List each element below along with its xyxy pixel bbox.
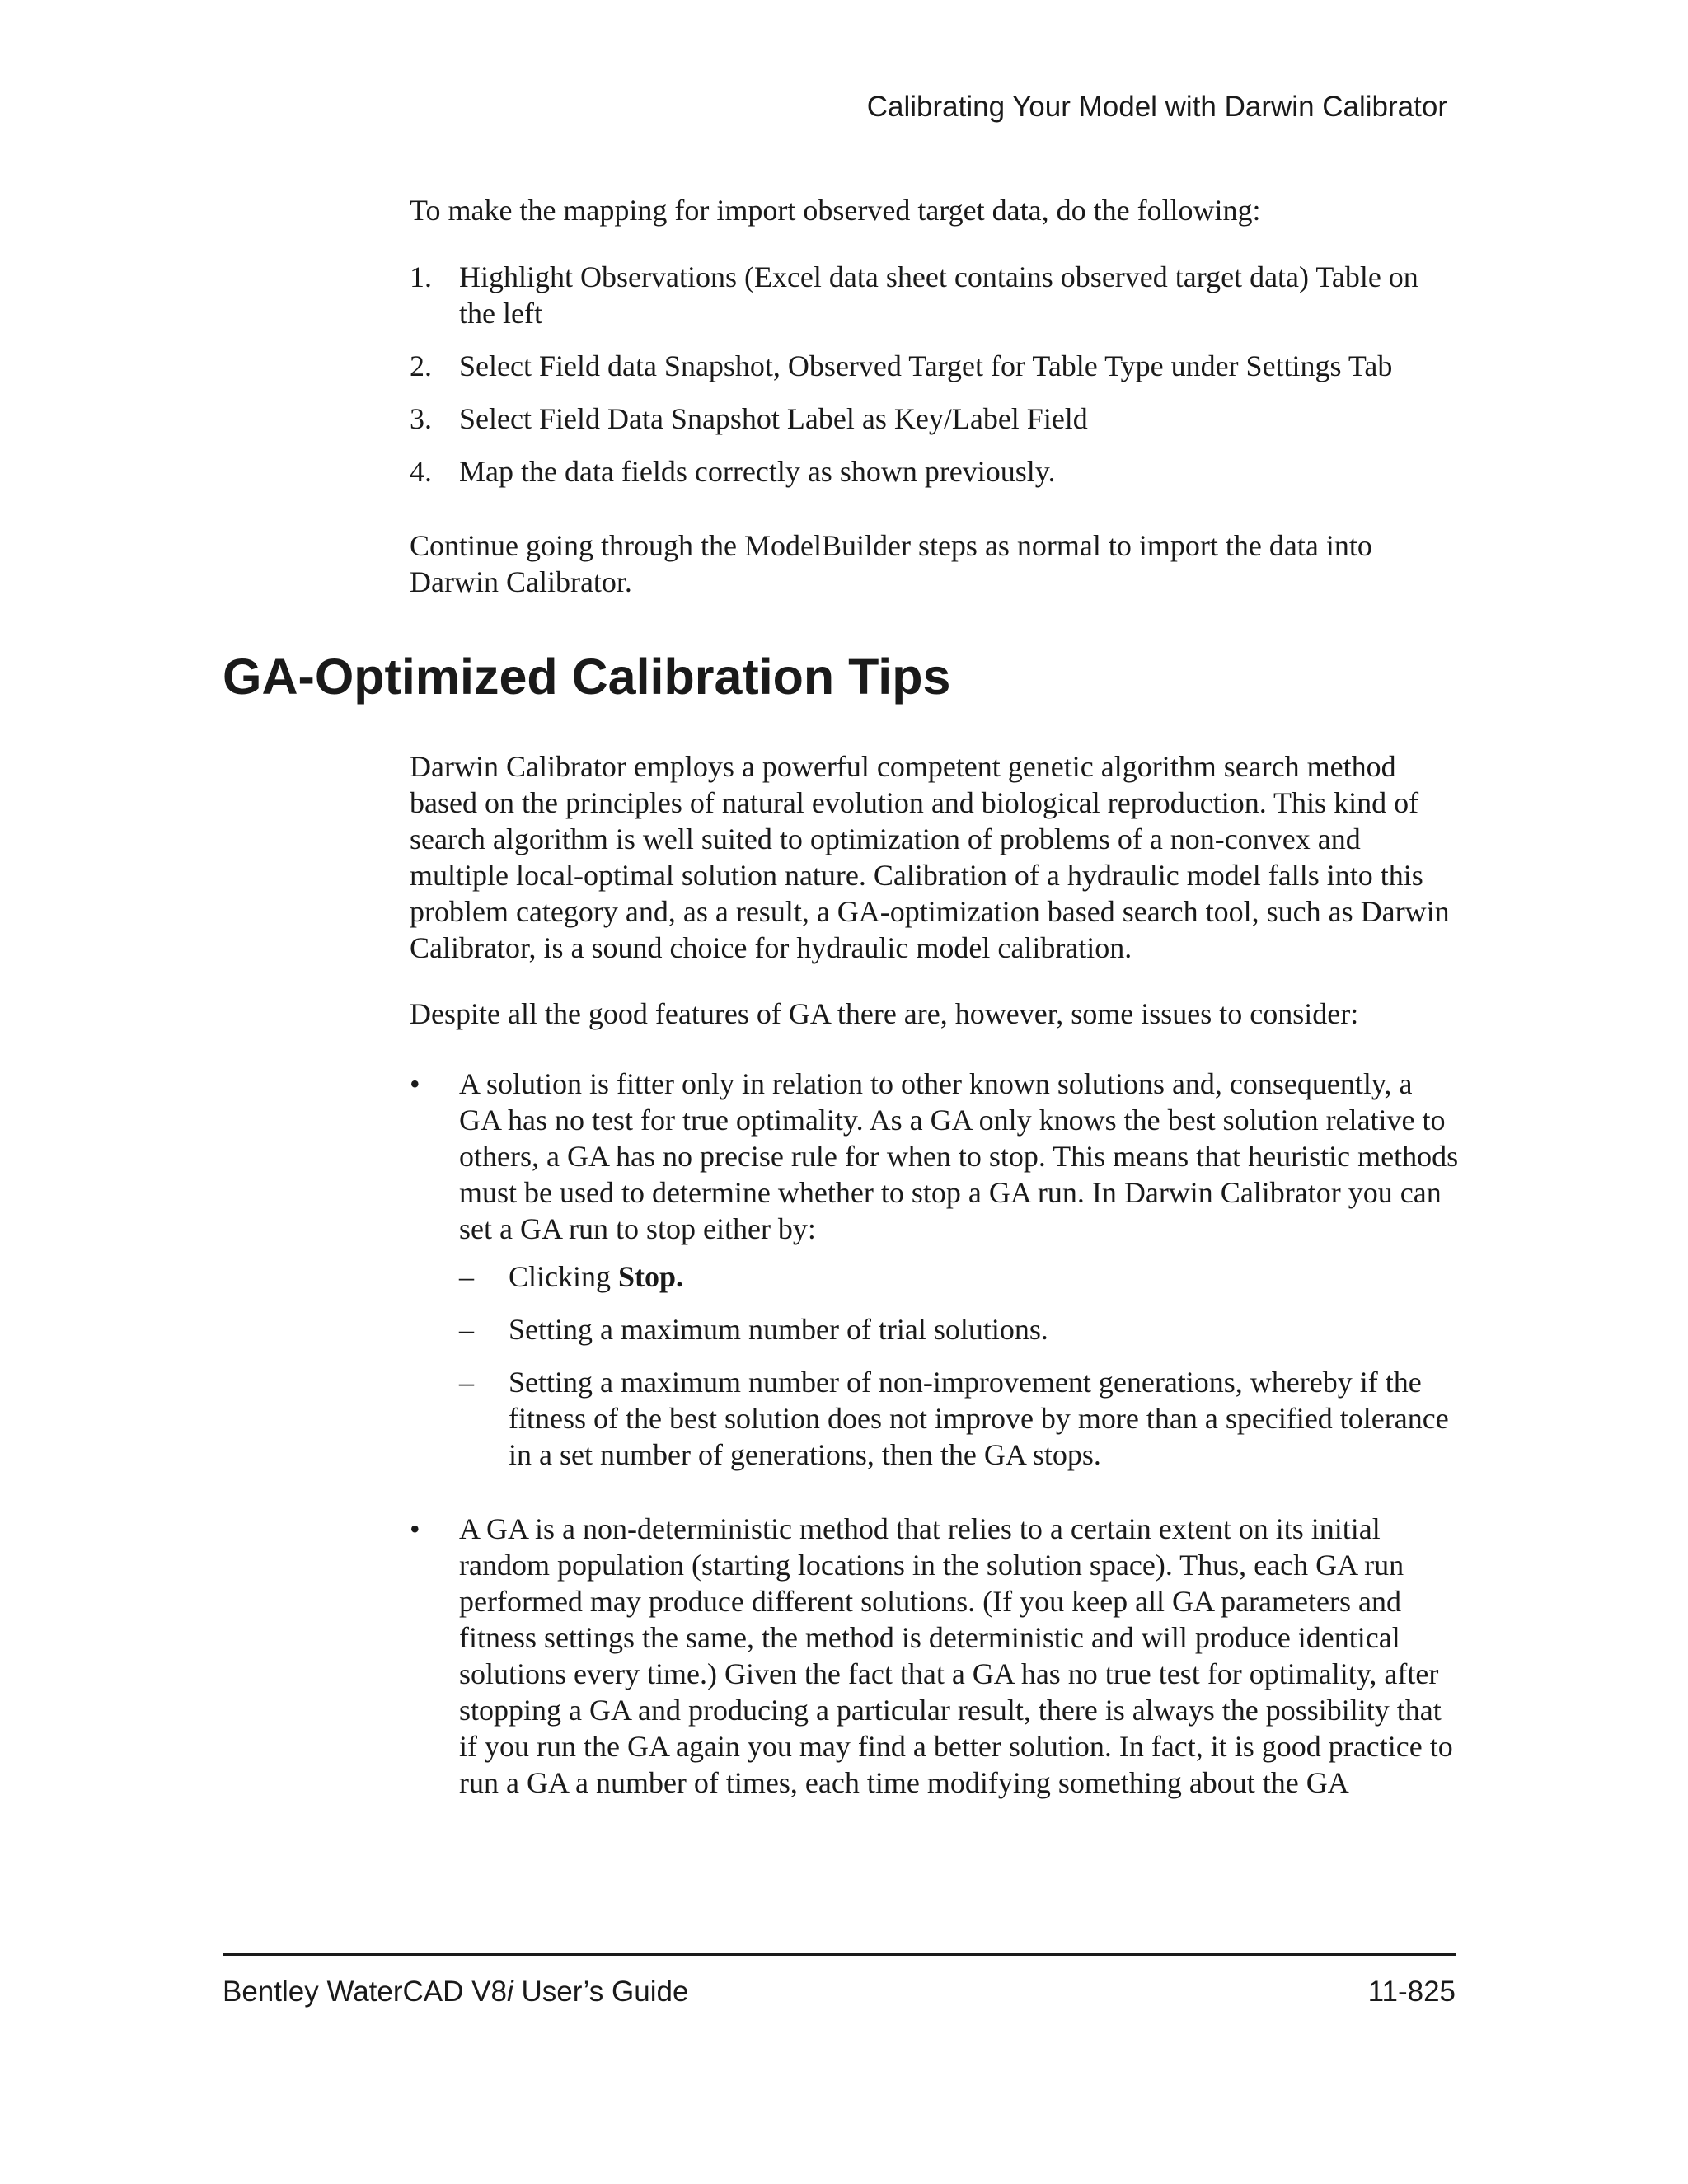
- list-item-text: Clicking: [509, 1260, 618, 1293]
- footer-page-number: 11-825: [1367, 1975, 1456, 2008]
- list-item: [459, 1364, 1461, 1473]
- list-item-number: 3.: [410, 402, 432, 435]
- list-item-number: 4.: [410, 455, 432, 488]
- list-item-number: 2.: [410, 349, 432, 382]
- dash-mark: –: [459, 1366, 474, 1399]
- footer-guide-title: [223, 1974, 688, 2010]
- running-header: Calibrating Your Model with Darwin Calibrator: [866, 91, 1447, 123]
- footer-guide-prefix: Bentley WaterCAD V8: [223, 1975, 507, 2008]
- list-item: [410, 259, 1461, 331]
- list-item-text: Highlight Observations (Excel data sheet contains observed target data) Table on the left: [459, 260, 1418, 330]
- bullet-item-nondeterministic: [410, 1511, 1461, 1801]
- list-item-text: Setting a maximum number of non-improvement generations, whereby if the fitness of the best solution does not improve by more than a specified tolerance in a set number of generations, then the GA stops.: [509, 1366, 1449, 1471]
- dash-mark: –: [459, 1260, 474, 1293]
- list-item-text: Setting a maximum number of trial solutions.: [509, 1313, 1048, 1346]
- list-item-text: Select Field data Snapshot, Observed Target for Table Type under Settings Tab: [459, 349, 1393, 382]
- list-item-text: Map the data fields correctly as shown previously.: [459, 455, 1056, 488]
- steps-list: [410, 259, 1461, 506]
- stop-options-list: [459, 1258, 1461, 1473]
- bullet-text: A solution is fitter only in relation to other known solutions and, consequently, a GA has no test for true optimality. As a GA only knows the best solution relative to others, a GA has no precise rule for when to stop. This means that heuristic methods must be used to determine whether to stop a GA run. In Darwin Calibrator you can set a GA run to stop either by:: [459, 1067, 1459, 1245]
- list-item: [410, 453, 1461, 490]
- list-item: [459, 1311, 1461, 1347]
- bullet-item-stopping: [410, 1066, 1461, 1489]
- list-item-number: 1.: [410, 260, 432, 293]
- list-item: [410, 348, 1461, 384]
- bullet-mark: •: [410, 1512, 420, 1545]
- footer-guide-suffix: User’s Guide: [513, 1975, 689, 2008]
- section-title: GA-Optimized Calibration Tips: [223, 649, 951, 705]
- list-item-text: Select Field Data Snapshot Label as Key/Label Field: [459, 402, 1088, 435]
- stop-keyword: Stop.: [618, 1260, 684, 1293]
- bullet-mark: •: [410, 1067, 420, 1100]
- list-item: [410, 401, 1461, 437]
- footer-rule: [223, 1953, 1456, 1956]
- continue-paragraph: Continue going through the ModelBuilder steps as normal to import the data into Darwin Calibrator.: [410, 529, 1372, 598]
- footer-guide-italic: i: [506, 1975, 513, 2008]
- intro-paragraph: To make the mapping for import observed target data, do the following:: [410, 194, 1261, 227]
- dash-mark: –: [459, 1313, 474, 1346]
- issues-intro-paragraph: Despite all the good features of GA there are, however, some issues to consider:: [410, 997, 1359, 1030]
- bullet-text: A GA is a non-deterministic method that relies to a certain extent on its initial random population (starting locations in the solution space). Thus, each GA run performed may produce different solutions. (If you keep all GA parameters and fitness settings the same, the method is deterministic and will produce identical solutions every time.) Given the fact that a GA has no true test for optimality, after stopping a GA and producing a particular result, there is always the possibility that if you run the GA again you may find a better solution. In fact, it is good practice to run a GA a number of times, each time modifying something about the GA: [459, 1512, 1453, 1799]
- ga-intro-paragraph: Darwin Calibrator employs a powerful competent genetic algorithm search method based on the principles of natural evolution and biological reproduction. This kind of search algorithm is well suited to optimization of problems of a non-convex and multiple local-optimal solution nature. Calibration of a hydraulic model falls into this problem category and, as a result, a GA-optimization based search tool, such as Darwin Calibrator, is a sound choice for hydraulic model calibration.: [410, 750, 1450, 964]
- list-item: [459, 1258, 1461, 1295]
